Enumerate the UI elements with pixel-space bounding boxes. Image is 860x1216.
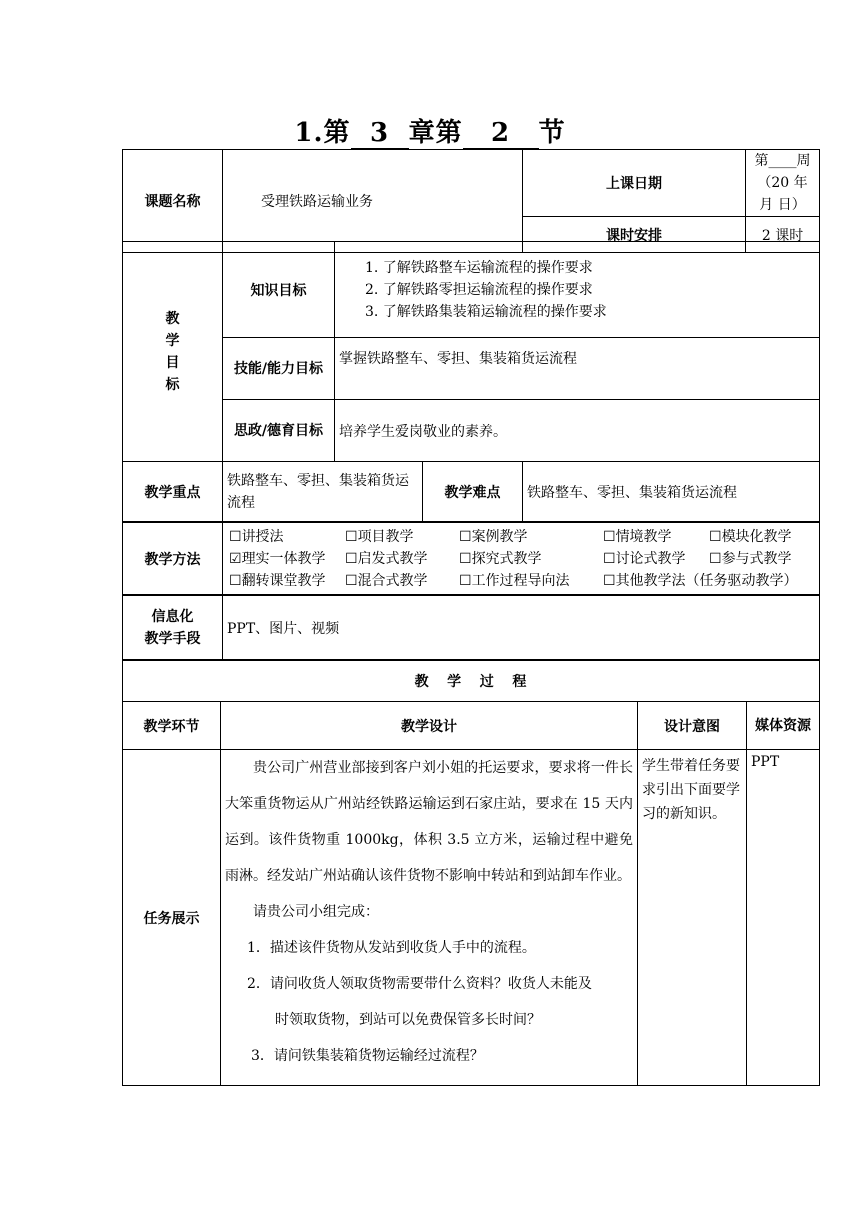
col-design: 教学设计 <box>221 702 638 750</box>
knowledge-items <box>335 242 820 338</box>
key-label: 教学重点 <box>123 462 223 523</box>
col-media: 媒体资源 <box>747 702 820 750</box>
key-value: 铁路整车、零担、集装箱货运流程 <box>223 462 423 523</box>
objectives-table <box>122 241 820 462</box>
knowledge-item: 2. 了解铁路零担运输流程的操作要求 <box>365 281 593 298</box>
title-prefix: 1.第 <box>294 118 351 148</box>
method-label: 情境教学 <box>615 528 672 545</box>
method-checkbox[interactable]: ☐ <box>459 550 472 567</box>
methods-cell <box>223 522 820 596</box>
method-label: 工作过程导向法 <box>471 572 570 589</box>
process-table <box>122 659 820 1086</box>
title-mid: 章第 <box>408 118 463 148</box>
method-label: 案例教学 <box>471 528 528 545</box>
method-checkbox[interactable]: ☐ <box>229 528 242 545</box>
method-label: 启发式教学 <box>357 550 428 567</box>
course-title-value: 受理铁路运输业务 <box>223 150 523 253</box>
method-option[interactable] <box>459 549 603 569</box>
method-checkbox[interactable]: ☑ <box>229 550 242 567</box>
media-resource: PPT <box>747 750 820 1086</box>
process-heading: 教 学 过 程 <box>123 660 820 702</box>
knowledge-item: 1. 了解铁路整车运输流程的操作要求 <box>365 259 593 276</box>
method-checkbox[interactable]: ☐ <box>229 572 242 589</box>
info-table <box>122 594 820 661</box>
col-intent: 设计意图 <box>638 702 747 750</box>
design-intent: 学生带着任务要求引出下面要学习的新知识。 <box>638 750 747 1086</box>
method-checkbox[interactable]: ☐ <box>459 528 472 545</box>
skill-value: 掌握铁路整车、零担、集装箱货运流程 <box>335 338 820 400</box>
knowledge-label: 知识目标 <box>223 242 335 338</box>
method-label: 理实一体教学 <box>241 550 326 567</box>
date-cell <box>746 150 820 217</box>
method-label: 模块化教学 <box>721 528 792 545</box>
section-number: 2 <box>463 120 539 149</box>
task-item: 时领取货物，到站可以免费保管多长时间？ <box>275 1012 541 1028</box>
method-option[interactable] <box>459 571 603 591</box>
method-checkbox[interactable]: ☐ <box>603 572 616 589</box>
method-option[interactable] <box>709 527 819 547</box>
lesson-plan-table <box>122 149 820 253</box>
method-checkbox[interactable]: ☐ <box>709 528 722 545</box>
method-checkbox[interactable]: ☐ <box>603 528 616 545</box>
method-checkbox[interactable]: ☐ <box>345 550 358 567</box>
methods-grid <box>229 527 813 591</box>
stage-label: 任务展示 <box>123 750 221 1086</box>
method-checkbox[interactable]: ☐ <box>709 550 722 567</box>
moral-label: 思政/德育目标 <box>223 400 335 462</box>
task-item: 2．请问收货人领取货物需要带什么资料？收货人未能及 <box>247 976 592 992</box>
difficult-value: 铁路整车、零担、集装箱货运流程 <box>523 462 820 523</box>
method-label: 混合式教学 <box>357 572 428 589</box>
method-option[interactable] <box>345 527 459 547</box>
task-item: 1．描述该件货物从发站到收货人手中的流程。 <box>247 940 536 956</box>
task-paragraph: 贵公司广州营业部接到客户刘小姐的托运要求，要求将一件长大笨重货物运从广州站经铁路运输运到石家庄站，要求在 15 天内运到。该件货物重 1000kg，体积 3.5 立方米，运输过程中避免雨淋。经发站广州站确认该件货物不影响中转站和到站卸车作业。 <box>225 760 633 884</box>
title-suffix: 节 <box>538 118 566 148</box>
method-checkbox[interactable]: ☐ <box>345 572 358 589</box>
methods-table <box>122 521 820 596</box>
task-design <box>221 750 638 1086</box>
date-ymd: （20 年 月 日） <box>757 175 808 213</box>
chapter-number: 3 <box>351 120 409 149</box>
methods-label: 教学方法 <box>123 522 223 596</box>
objectives-group-label: 教 学 目 标 <box>123 242 223 462</box>
date-week: 第____周 <box>754 153 811 169</box>
keypoints-table <box>122 461 820 523</box>
method-label: 讲授法 <box>241 528 284 545</box>
method-label: 翻转课堂教学 <box>241 572 326 589</box>
method-option[interactable] <box>345 571 459 591</box>
info-value: PPT、图片、视频 <box>223 595 820 661</box>
method-label: 项目教学 <box>357 528 414 545</box>
method-option[interactable] <box>229 549 345 569</box>
page-title <box>0 112 860 149</box>
method-option[interactable] <box>709 549 819 569</box>
date-label: 上课日期 <box>523 150 746 217</box>
method-option[interactable] <box>229 571 345 591</box>
task-prompt: 请贵公司小组完成： <box>253 904 379 920</box>
skill-label: 技能/能力目标 <box>223 338 335 400</box>
moral-value: 培养学生爱岗敬业的素养。 <box>335 400 820 462</box>
course-title-label: 课题名称 <box>123 150 223 253</box>
method-label: 其他教学法（任务驱动教学） <box>615 572 798 589</box>
method-checkbox[interactable]: ☐ <box>603 550 616 567</box>
task-item: 3．请问铁集装箱货物运输经过流程？ <box>251 1048 484 1064</box>
method-label: 探究式教学 <box>471 550 542 567</box>
method-label: 讨论式教学 <box>615 550 686 567</box>
hours-label: 课时安排 <box>523 217 746 253</box>
method-option[interactable] <box>603 549 709 569</box>
method-option[interactable] <box>345 549 459 569</box>
knowledge-item: 3. 了解铁路集装箱运输流程的操作要求 <box>365 303 607 320</box>
method-option[interactable] <box>459 527 603 547</box>
method-option[interactable] <box>603 527 709 547</box>
info-label: 信息化 教学手段 <box>123 595 223 661</box>
method-label: 参与式教学 <box>721 550 792 567</box>
method-option[interactable] <box>229 527 345 547</box>
method-checkbox[interactable]: ☐ <box>459 572 472 589</box>
method-option[interactable] <box>603 571 819 591</box>
col-stage: 教学环节 <box>123 702 221 750</box>
method-checkbox[interactable]: ☐ <box>345 528 358 545</box>
difficult-label: 教学难点 <box>423 462 523 523</box>
hours-value: 2 课时 <box>746 217 820 253</box>
